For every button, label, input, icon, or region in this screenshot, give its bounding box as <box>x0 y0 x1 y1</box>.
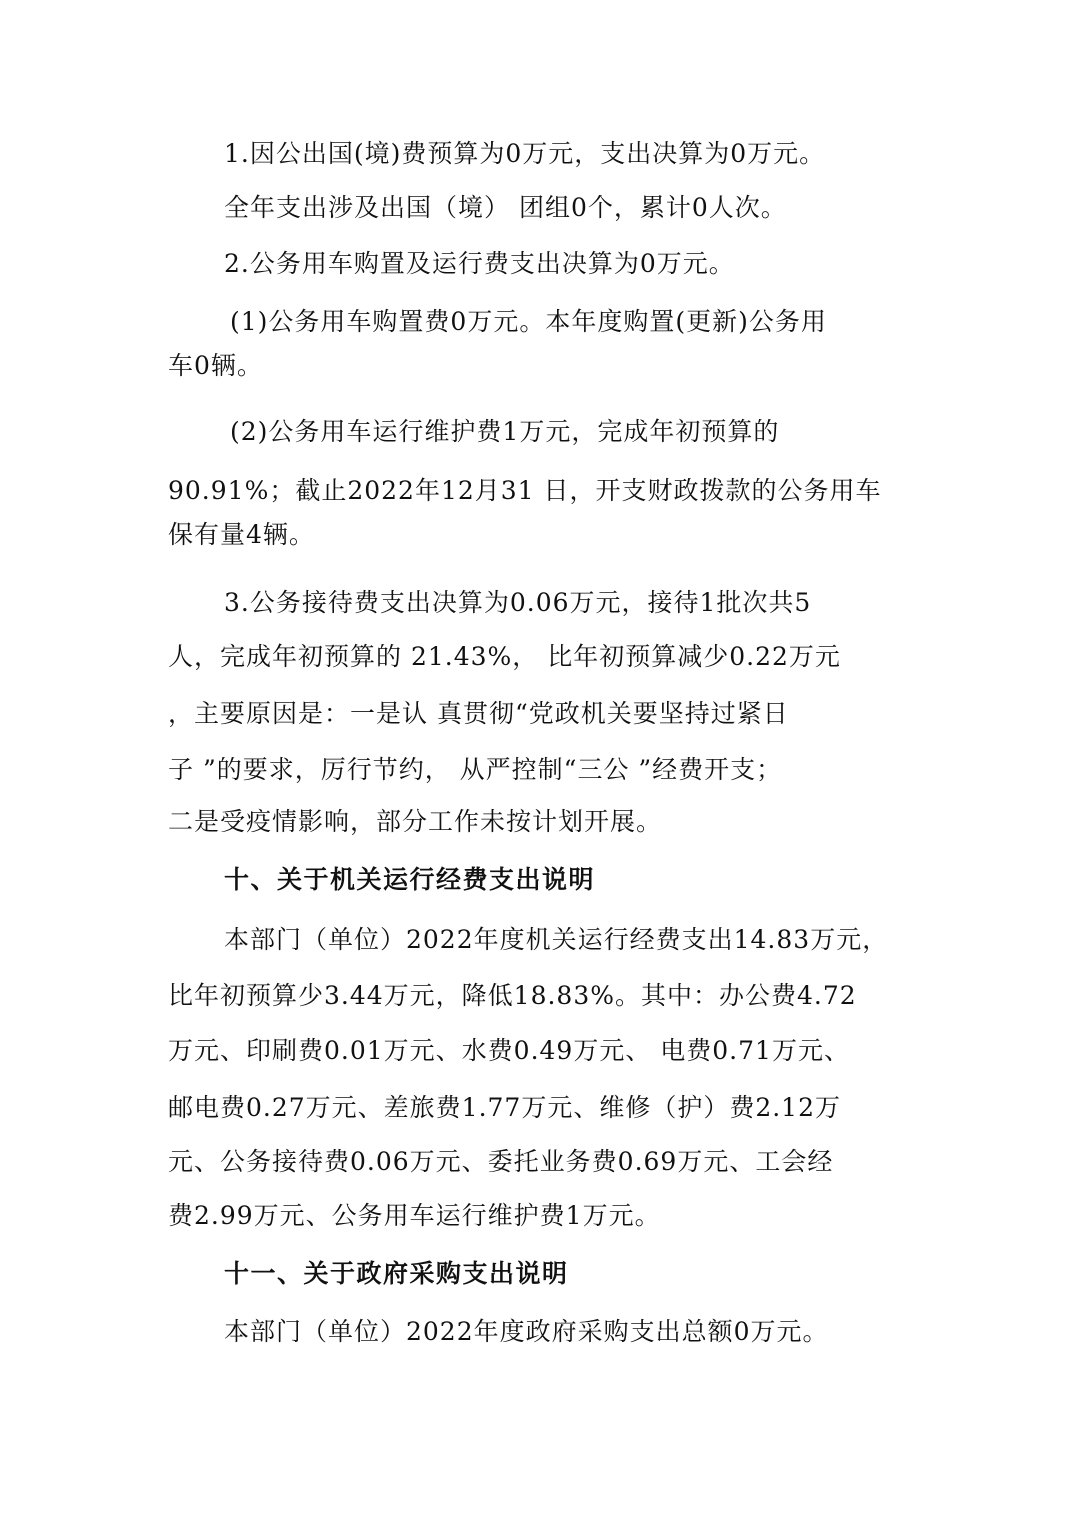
paragraph-line: 人，完成年初预算的 21.43%， 比年初预算减少0.22万元 <box>168 642 841 671</box>
paragraph-line: (1)公务用车购置费0万元。本年度购置(更新)公务用 <box>230 307 827 336</box>
paragraph-line: ，主要原因是：一是认 真贯彻“党政机关要坚持过紧日 <box>168 699 789 728</box>
paragraph-line: 2.公务用车购置及运行费支出决算为0万元。 <box>224 249 735 278</box>
paragraph-line: 万元、印刷费0.01万元、水费0.49万元、 电费0.71万元、 <box>168 1036 850 1065</box>
paragraph-line: (2)公务用车运行维护费1万元，完成年初预算的 <box>230 417 780 446</box>
paragraph-line: 本部门（单位）2022年度机关运行经费支出14.83万元， <box>224 925 889 954</box>
paragraph-line: 二是受疫情影响，部分工作未按计划开展。 <box>168 807 663 836</box>
section-heading: 十、关于机关运行经费支出说明 <box>224 865 596 894</box>
paragraph-line: 邮电费0.27万元、差旅费1.77万元、维修（护）费2.12万 <box>168 1093 841 1122</box>
paragraph-line: 3.公务接待费支出决算为0.06万元，接待1批次共5 <box>224 588 812 617</box>
paragraph-line: 车0辆。 <box>168 351 263 380</box>
section-heading: 十一、关于政府采购支出说明 <box>224 1259 569 1288</box>
paragraph-line: 子 ”的要求，厉行节约， 从严控制“三公 ”经费开支； <box>168 755 783 784</box>
paragraph-line: 比年初预算少3.44万元，降低18.83%。其中：办公费4.72 <box>168 981 857 1010</box>
paragraph-line: 元、公务接待费0.06万元、委托业务费0.69万元、工会经 <box>168 1147 834 1176</box>
paragraph-line: 全年支出涉及出国（境） 团组0个，累计0人次。 <box>224 193 787 222</box>
paragraph-line: 本部门（单位）2022年度政府采购支出总额0万元。 <box>224 1317 829 1346</box>
paragraph-line: 1.因公出国(境)费预算为0万元，支出决算为0万元。 <box>224 139 826 168</box>
paragraph-line: 90.91%；截止2022年12月31 日，开支财政拨款的公务用车 <box>168 476 882 505</box>
paragraph-line: 费2.99万元、公务用车运行维护费1万元。 <box>168 1201 661 1230</box>
paragraph-line: 保有量4辆。 <box>168 520 315 549</box>
